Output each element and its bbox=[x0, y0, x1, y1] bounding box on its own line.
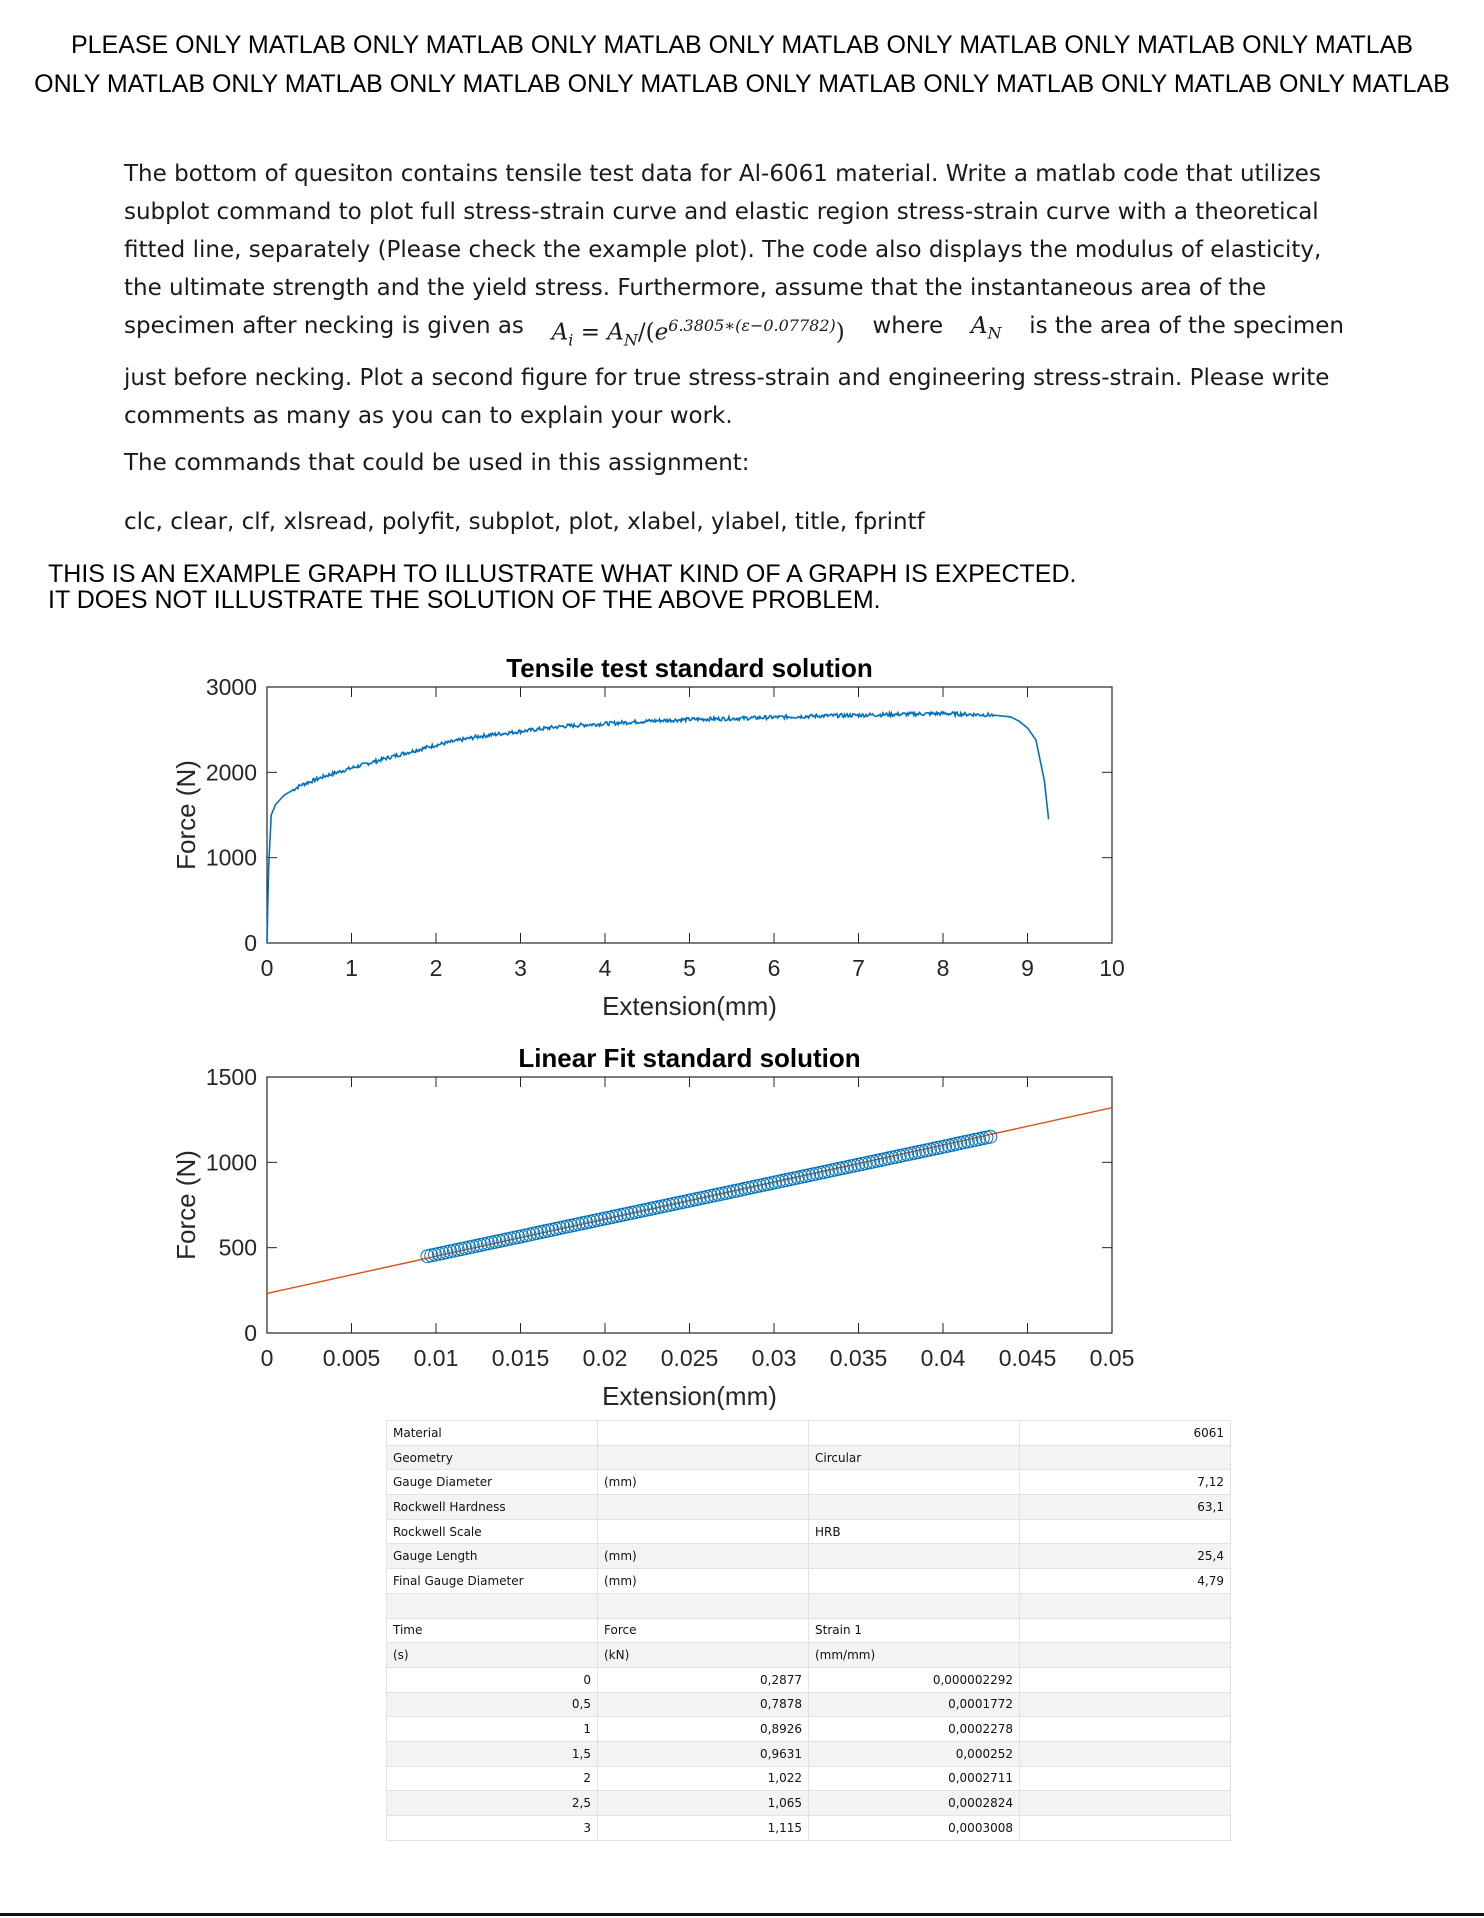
table-cell: 0,2877 bbox=[598, 1667, 809, 1692]
table-cell: Geometry bbox=[387, 1445, 598, 1470]
table-cell: 1 bbox=[387, 1717, 598, 1742]
table-cell bbox=[387, 1593, 598, 1618]
plot-area bbox=[267, 687, 1112, 943]
table-cell: (mm) bbox=[598, 1470, 809, 1495]
tensile-data-table bbox=[386, 1420, 1231, 1841]
y-tick-label: 3000 bbox=[205, 674, 257, 700]
table-cell: 0 bbox=[387, 1667, 598, 1692]
table-cell: 0,0002824 bbox=[809, 1791, 1020, 1816]
question-paragraph bbox=[124, 155, 1344, 435]
x-tick-label: 8 bbox=[936, 955, 950, 981]
table-row bbox=[387, 1470, 1231, 1495]
x-tick-label: 0.04 bbox=[920, 1345, 966, 1371]
table-cell bbox=[809, 1593, 1020, 1618]
table-cell: Strain 1 bbox=[809, 1618, 1020, 1643]
y-tick-label: 0 bbox=[244, 930, 257, 956]
question-line-4: the ultimate strength and the yield stress. Furthermore, assume that the instantaneous area of the bbox=[124, 275, 1267, 301]
table-row bbox=[387, 1692, 1231, 1717]
example-note-line-1: THIS IS AN EXAMPLE GRAPH TO ILLUSTRATE WHAT KIND OF A GRAPH IS EXPECTED. bbox=[48, 560, 1077, 588]
table-cell: HRB bbox=[809, 1519, 1020, 1544]
table-cell: Time bbox=[387, 1618, 598, 1643]
an-symbol: $A_N$ bbox=[970, 313, 1002, 343]
table-row bbox=[387, 1544, 1231, 1569]
table-cell: (mm) bbox=[598, 1569, 809, 1594]
x-tick-label: 0.045 bbox=[998, 1345, 1057, 1371]
x-tick-label: 0 bbox=[260, 955, 274, 981]
table-row bbox=[387, 1791, 1231, 1816]
table-cell bbox=[598, 1495, 809, 1520]
chart-title: Linear Fit standard solution bbox=[518, 1043, 861, 1073]
commands-intro: The commands that could be used in this assignment: bbox=[124, 450, 750, 476]
table-cell bbox=[1020, 1692, 1231, 1717]
table-row bbox=[387, 1766, 1231, 1791]
table-cell bbox=[598, 1421, 809, 1446]
x-tick-label: 2 bbox=[429, 955, 443, 981]
table-row bbox=[387, 1717, 1231, 1742]
table-cell: 0,0002711 bbox=[809, 1766, 1020, 1791]
table-cell: 3 bbox=[387, 1816, 598, 1841]
table-row bbox=[387, 1569, 1231, 1594]
y-tick-label: 1000 bbox=[205, 1149, 257, 1176]
x-tick-label: 0.03 bbox=[751, 1345, 797, 1371]
example-note-line-2: IT DOES NOT ILLUSTRATE THE SOLUTION OF THE ABOVE PROBLEM. bbox=[48, 586, 881, 614]
table-cell: 0,5 bbox=[387, 1692, 598, 1717]
table-cell bbox=[1020, 1816, 1231, 1841]
x-tick-label: 0.01 bbox=[413, 1345, 459, 1371]
commands-list: clc, clear, clf, xlsread, polyfit, subplot, plot, xlabel, ylabel, title, fprintf bbox=[124, 509, 925, 535]
page-bottom-rule bbox=[0, 1913, 1484, 1916]
question-line-3: fitted line, separately (Please check the example plot). The code also displays the modulus of elasticity, bbox=[124, 237, 1322, 263]
table-cell: 1,5 bbox=[387, 1741, 598, 1766]
table-cell bbox=[809, 1470, 1020, 1495]
x-tick-label: 3 bbox=[514, 955, 527, 981]
x-axis-label: Extension(mm) bbox=[602, 991, 777, 1021]
table-cell bbox=[809, 1544, 1020, 1569]
banner-line-2: ONLY MATLAB ONLY MATLAB ONLY MATLAB ONLY MATLAB ONLY MATLAB ONLY MATLAB ONLY MATLAB ONLY MATLAB bbox=[34, 70, 1450, 98]
table-cell bbox=[1020, 1717, 1231, 1742]
y-axis-label: Force (N) bbox=[171, 760, 201, 870]
y-tick-label: 1000 bbox=[205, 844, 257, 871]
x-tick-label: 6 bbox=[767, 955, 781, 981]
tensile-test-chart bbox=[171, 653, 1125, 1021]
x-tick-label: 0.025 bbox=[660, 1345, 719, 1371]
table-row bbox=[387, 1643, 1231, 1668]
table-cell bbox=[598, 1445, 809, 1470]
question-line-2: subplot command to plot full stress-strain curve and elastic region stress-strain curve with a theoretical bbox=[124, 199, 1319, 225]
table-cell: 0,000002292 bbox=[809, 1667, 1020, 1692]
x-tick-label: 0.05 bbox=[1089, 1345, 1135, 1371]
table-cell bbox=[809, 1495, 1020, 1520]
table-cell: 1,022 bbox=[598, 1766, 809, 1791]
x-tick-label: 10 bbox=[1099, 955, 1125, 981]
table-row bbox=[387, 1667, 1231, 1692]
table-row bbox=[387, 1593, 1231, 1618]
table-cell bbox=[1020, 1445, 1231, 1470]
question-line-5: specimen after necking is given as $A_i = A_N/(e^{6.3805∗(\varepsilon-0.07782)})$ where $A_N$ is the area of the specimen bbox=[124, 307, 1344, 359]
table-cell: 0,0003008 bbox=[809, 1816, 1020, 1841]
table-cell bbox=[809, 1569, 1020, 1594]
table-row bbox=[387, 1618, 1231, 1643]
table-cell: 4,79 bbox=[1020, 1569, 1231, 1594]
table-cell: 7,12 bbox=[1020, 1470, 1231, 1495]
table-cell: 25,4 bbox=[1020, 1544, 1231, 1569]
table-row bbox=[387, 1421, 1231, 1446]
table-cell bbox=[1020, 1741, 1231, 1766]
table-cell: 63,1 bbox=[1020, 1495, 1231, 1520]
table-cell: 0,0001772 bbox=[809, 1692, 1020, 1717]
y-tick-label: 500 bbox=[218, 1234, 257, 1261]
x-tick-label: 5 bbox=[683, 955, 696, 981]
y-axis-label: Force (N) bbox=[171, 1150, 201, 1260]
table-cell bbox=[1020, 1593, 1231, 1618]
table-cell: 2 bbox=[387, 1766, 598, 1791]
chart-title: Tensile test standard solution bbox=[506, 653, 873, 683]
table-row bbox=[387, 1445, 1231, 1470]
x-tick-label: 4 bbox=[598, 955, 612, 981]
x-tick-label: 9 bbox=[1021, 955, 1034, 981]
table-cell: 2,5 bbox=[387, 1791, 598, 1816]
table-cell: (mm/mm) bbox=[809, 1643, 1020, 1668]
table-cell bbox=[598, 1519, 809, 1544]
table-cell bbox=[1020, 1643, 1231, 1668]
table-cell: 0,7878 bbox=[598, 1692, 809, 1717]
table-row bbox=[387, 1495, 1231, 1520]
table-cell: Rockwell Hardness bbox=[387, 1495, 598, 1520]
question-line-6: just before necking. Plot a second figure for true stress-strain and engineering stress-strain. Please write bbox=[124, 365, 1330, 392]
table-row bbox=[387, 1741, 1231, 1766]
table-cell: Rockwell Scale bbox=[387, 1519, 598, 1544]
table-cell bbox=[1020, 1667, 1231, 1692]
table-cell: Circular bbox=[809, 1445, 1020, 1470]
table-cell: 6061 bbox=[1020, 1421, 1231, 1446]
x-tick-label: 1 bbox=[345, 955, 358, 981]
linear-fit-chart bbox=[171, 1043, 1134, 1410]
table-cell bbox=[1020, 1618, 1231, 1643]
y-tick-label: 1500 bbox=[205, 1064, 257, 1090]
table-cell bbox=[598, 1593, 809, 1618]
x-tick-label: 0.015 bbox=[491, 1345, 550, 1371]
question-line-1: The bottom of quesiton contains tensile test data for Al-6061 material. Write a matlab code that utilizes bbox=[124, 161, 1321, 187]
question-line-7: comments as many as you can to explain your work. bbox=[124, 403, 733, 430]
table-cell: (s) bbox=[387, 1643, 598, 1668]
table-cell: Gauge Length bbox=[387, 1544, 598, 1569]
x-axis-label: Extension(mm) bbox=[602, 1381, 777, 1410]
x-tick-label: 0 bbox=[260, 1345, 274, 1371]
example-figure bbox=[0, 640, 1484, 1410]
x-tick-label: 0.005 bbox=[322, 1345, 381, 1371]
table-cell: (mm) bbox=[598, 1544, 809, 1569]
table-cell: Material bbox=[387, 1421, 598, 1446]
table-cell: 0,0002278 bbox=[809, 1717, 1020, 1742]
table-cell: 0,000252 bbox=[809, 1741, 1020, 1766]
table-row bbox=[387, 1816, 1231, 1841]
table-cell: Gauge Diameter bbox=[387, 1470, 598, 1495]
x-tick-label: 7 bbox=[852, 955, 865, 981]
y-tick-label: 2000 bbox=[205, 759, 257, 786]
table-cell bbox=[1020, 1791, 1231, 1816]
table-row bbox=[387, 1519, 1231, 1544]
x-tick-label: 0.035 bbox=[829, 1345, 888, 1371]
table-cell bbox=[809, 1421, 1020, 1446]
table-cell: 1,065 bbox=[598, 1791, 809, 1816]
table-cell: 1,115 bbox=[598, 1816, 809, 1841]
table-cell: Final Gauge Diameter bbox=[387, 1569, 598, 1594]
x-tick-label: 0.02 bbox=[582, 1345, 628, 1371]
y-tick-label: 0 bbox=[244, 1320, 257, 1346]
table-cell bbox=[1020, 1766, 1231, 1791]
necking-area-formula: $A_i = A_N/(e^{6.3805∗(\varepsilon-0.07782)})$ bbox=[551, 316, 845, 350]
table-cell: Force bbox=[598, 1618, 809, 1643]
table-cell: (kN) bbox=[598, 1643, 809, 1668]
table-cell: 0,8926 bbox=[598, 1717, 809, 1742]
banner-line-1: PLEASE ONLY MATLAB ONLY MATLAB ONLY MATLAB ONLY MATLAB ONLY MATLAB ONLY MATLAB ONLY MATLAB bbox=[70, 31, 1414, 59]
table-cell bbox=[1020, 1519, 1231, 1544]
table-cell: 0,9631 bbox=[598, 1741, 809, 1766]
